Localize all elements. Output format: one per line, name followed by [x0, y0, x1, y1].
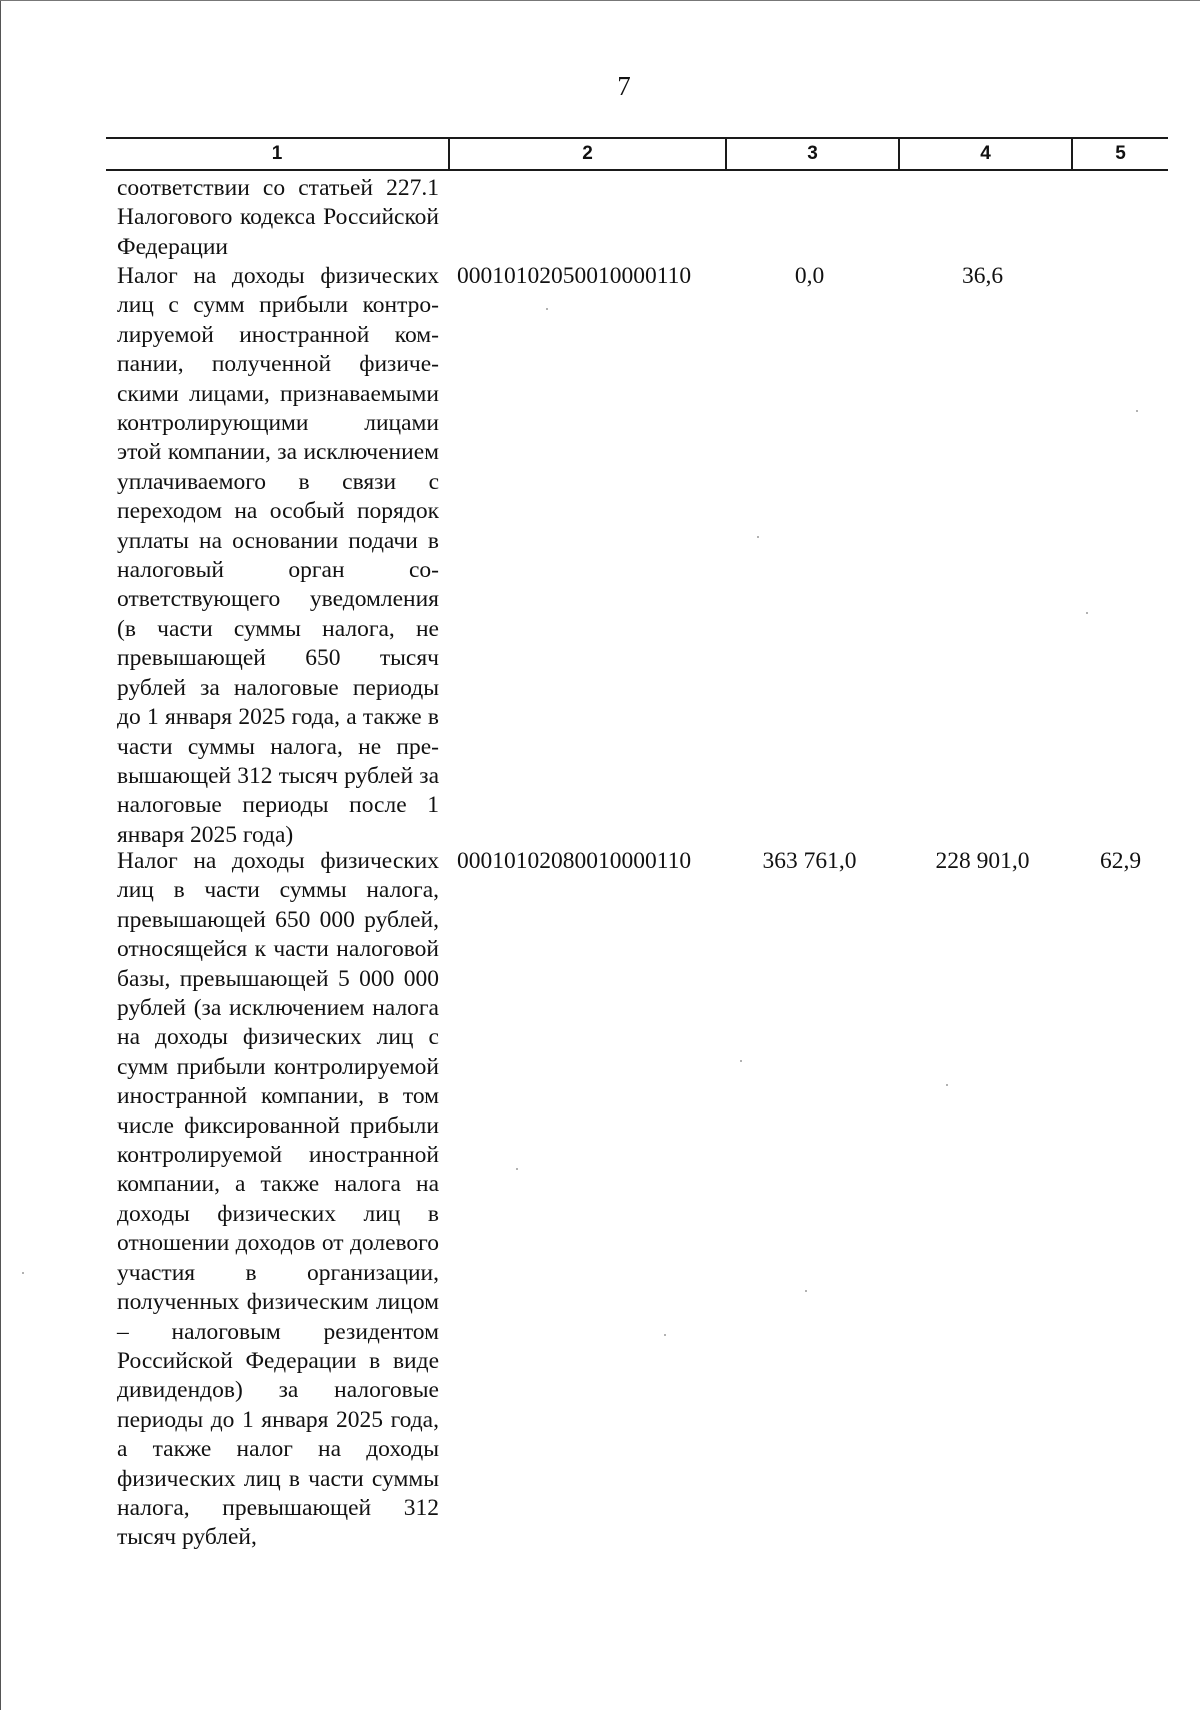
scan-speck: [946, 1084, 948, 1086]
scan-speck: [740, 1060, 742, 1062]
column-header-4: 4: [980, 143, 991, 164]
table-row-name: Налог на доходы физических лиц с сумм прибыли контролируемой иностранной компании, полученной физическими лицами, признаваемыми контролирующими лицами этой компании, за исключением уплачиваемого в связи с переходом на особый порядок уплаты на основании подачи в налоговый орган соответствующего уведомления (в части суммы налога, не превышающей 650 тысяч рублей за налоговые периоды до 1 января 2025 года, а также в части суммы налога, не превышающей 312 тысяч рублей за налоговые периоды после 1 января 2025 года): [117, 263, 439, 848]
table-header: [106, 137, 1168, 171]
scan-speck: [805, 1290, 807, 1292]
column-header-5: 5: [1115, 143, 1126, 164]
table-row-name: Налог на доходы физических лиц в части суммы налога, превышающей 650 000 рублей, относящейся к части налоговой базы, превышающей 5 000 000 рублей (за исключением налога на доходы физических лиц с сумм прибыли контролируемой иностранной компании, в том числе фиксированной прибыли контролируемой иностранной компании, а также налога на доходы физических лиц в отношении доходов от долевого участия в организации, полученных физическим лицом – налоговым резидентом Российской Федерации в виде дивидендов) за налоговые периоды до 1 января 2025 года, а также налог на доходы физических лиц в части суммы налога, превышающей 312 тысяч рублей,: [117, 848, 439, 1551]
page-edge: [0, 0, 1, 1710]
table-row-code: 00010102080010000110: [457, 848, 692, 874]
table-row-value-col4: 36,6: [961, 263, 1004, 289]
column-header-3: 3: [807, 143, 818, 164]
column-header-2: 2: [582, 143, 593, 164]
table-row-value-col5: 62,9: [1099, 848, 1142, 874]
column-header-1: 1: [271, 143, 283, 164]
scan-speck: [516, 1168, 518, 1170]
scan-speck: [1136, 410, 1138, 412]
page-edge-top: [0, 0, 1200, 1]
scan-speck: [757, 536, 759, 538]
table-row-value-col3: 363 761,0: [762, 848, 857, 874]
page-number: 7: [617, 71, 631, 101]
table-row-name: соответствии со статьей 227.1 Налогового кодекса Российской Федерации: [117, 175, 439, 260]
table-row-code: 00010102050010000110: [457, 263, 692, 289]
scan-speck: [22, 1272, 24, 1274]
scan-speck: [546, 308, 548, 310]
table-row-value-col4: 228 901,0: [935, 848, 1030, 874]
table-row-value-col3: 0,0: [794, 263, 825, 289]
scan-speck: [1086, 612, 1088, 614]
scan-speck: [664, 1334, 666, 1336]
